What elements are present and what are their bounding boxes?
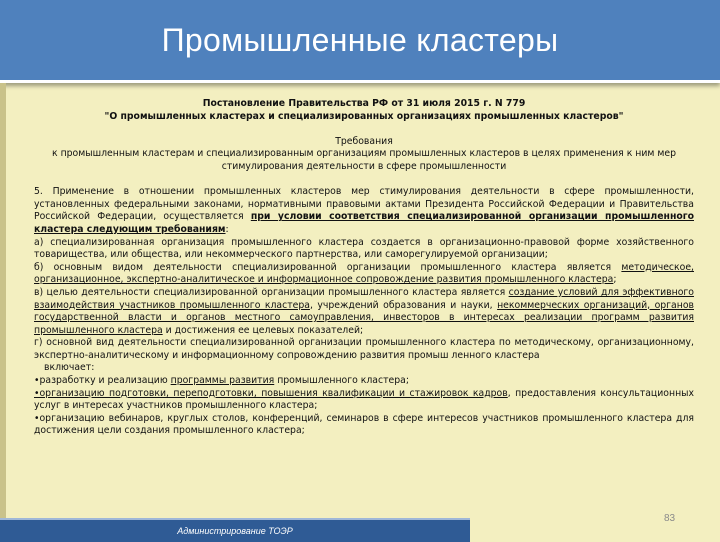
b2-underlined: •организацию подготовки, переподготовки, повышения квалификации и стажировок кадров — [34, 387, 508, 399]
pv-underlined-2: некоммерческих организаций, органов государственной власти и органов местного самоуправления, инвесторов в интересах реализации программ развития промышленного кластера — [34, 299, 694, 336]
decree-line-1: Постановление Правительства РФ от 31 июля 2015 г. N 779 — [202, 98, 526, 109]
paragraph-g: г) основной вид деятельности специализированной организации промышленного кластера по методическому, организационному, экспертно-аналитическому и информационному сопровождению развития промыш ленного кластера — [34, 337, 694, 361]
slide-content — [34, 98, 694, 438]
pv-text: в) целью деятельности специализированной организации промышленного кластера является — [34, 286, 509, 298]
bullet-2 — [34, 388, 694, 413]
bullet-3: •организацию вебинаров, круглых столов, конференций, семинаров в сфере интересов участников промышленного кластера для достижения цели создания промышленного кластера; — [34, 412, 694, 437]
b1-text: •разработку и реализацию — [34, 375, 171, 387]
slide-title: Промышленные кластеры — [161, 21, 559, 58]
pb-text: б) основным видом деятельности специализированной организации промышленного кластера является — [34, 261, 622, 273]
footer-bar — [0, 518, 470, 542]
requirements-title: Требования — [335, 135, 393, 147]
paragraph-a: а) специализированная организация промышленного кластера создается в организационно-правовой форме хозяйственного товарищества, или общества, или некоммерческого партнерства, или саморегулируемой организации; — [34, 236, 694, 261]
paragraph-b — [34, 262, 694, 287]
pb-end: ; — [613, 274, 617, 286]
b2-end: , предоставления консультационных услуг в интересах участников промышленного кластера; — [34, 387, 694, 412]
p5-underlined: при условии соответствия специализированной организации промышленного кластера следующим требованиям — [34, 211, 694, 235]
p5-text: 5. Применение в отношении промышленных кластеров мер стимулирования деятельности в сфере промышленности, установленных федеральными законами, нормативными правовыми актами Президента Российской Федерации и Правительства Российской Федерации, осуществляется — [34, 186, 694, 223]
decree-line-2: "О промышленных кластерах и специализированных организациях промышленных кластеров" — [104, 110, 624, 122]
p5-end: : — [225, 223, 229, 235]
pv-underlined-1: создание условий для эффективного взаимодействия участников промышленного кластера — [34, 286, 694, 311]
requirements-subtitle: к промышленным кластерам и специализированным организациям промышленных кластеров в целях применения к ним мер стимулирования деятельности в сфере промышленности — [52, 148, 676, 172]
footer-text: Администрирование ТОЭР — [177, 526, 293, 536]
pv-end: и достижения ее целевых показателей; — [162, 324, 364, 336]
b1-underlined: программы развития — [170, 375, 275, 387]
pb-underlined: методическое, организационное, экспертно-аналитическое и информационное сопровождение развития промышленного кластера — [34, 261, 694, 286]
paragraph-5 — [34, 186, 694, 236]
paragraph-v — [34, 287, 694, 337]
b1-end: промышленного кластера; — [274, 375, 409, 387]
page-number: 83 — [664, 513, 676, 524]
bullet-1 — [34, 375, 694, 388]
includes-label: включает: — [44, 362, 95, 374]
title-bar — [0, 0, 720, 83]
left-edge-stripe — [0, 83, 6, 540]
pv-middle: , учреждений образования и науки, — [309, 299, 498, 311]
